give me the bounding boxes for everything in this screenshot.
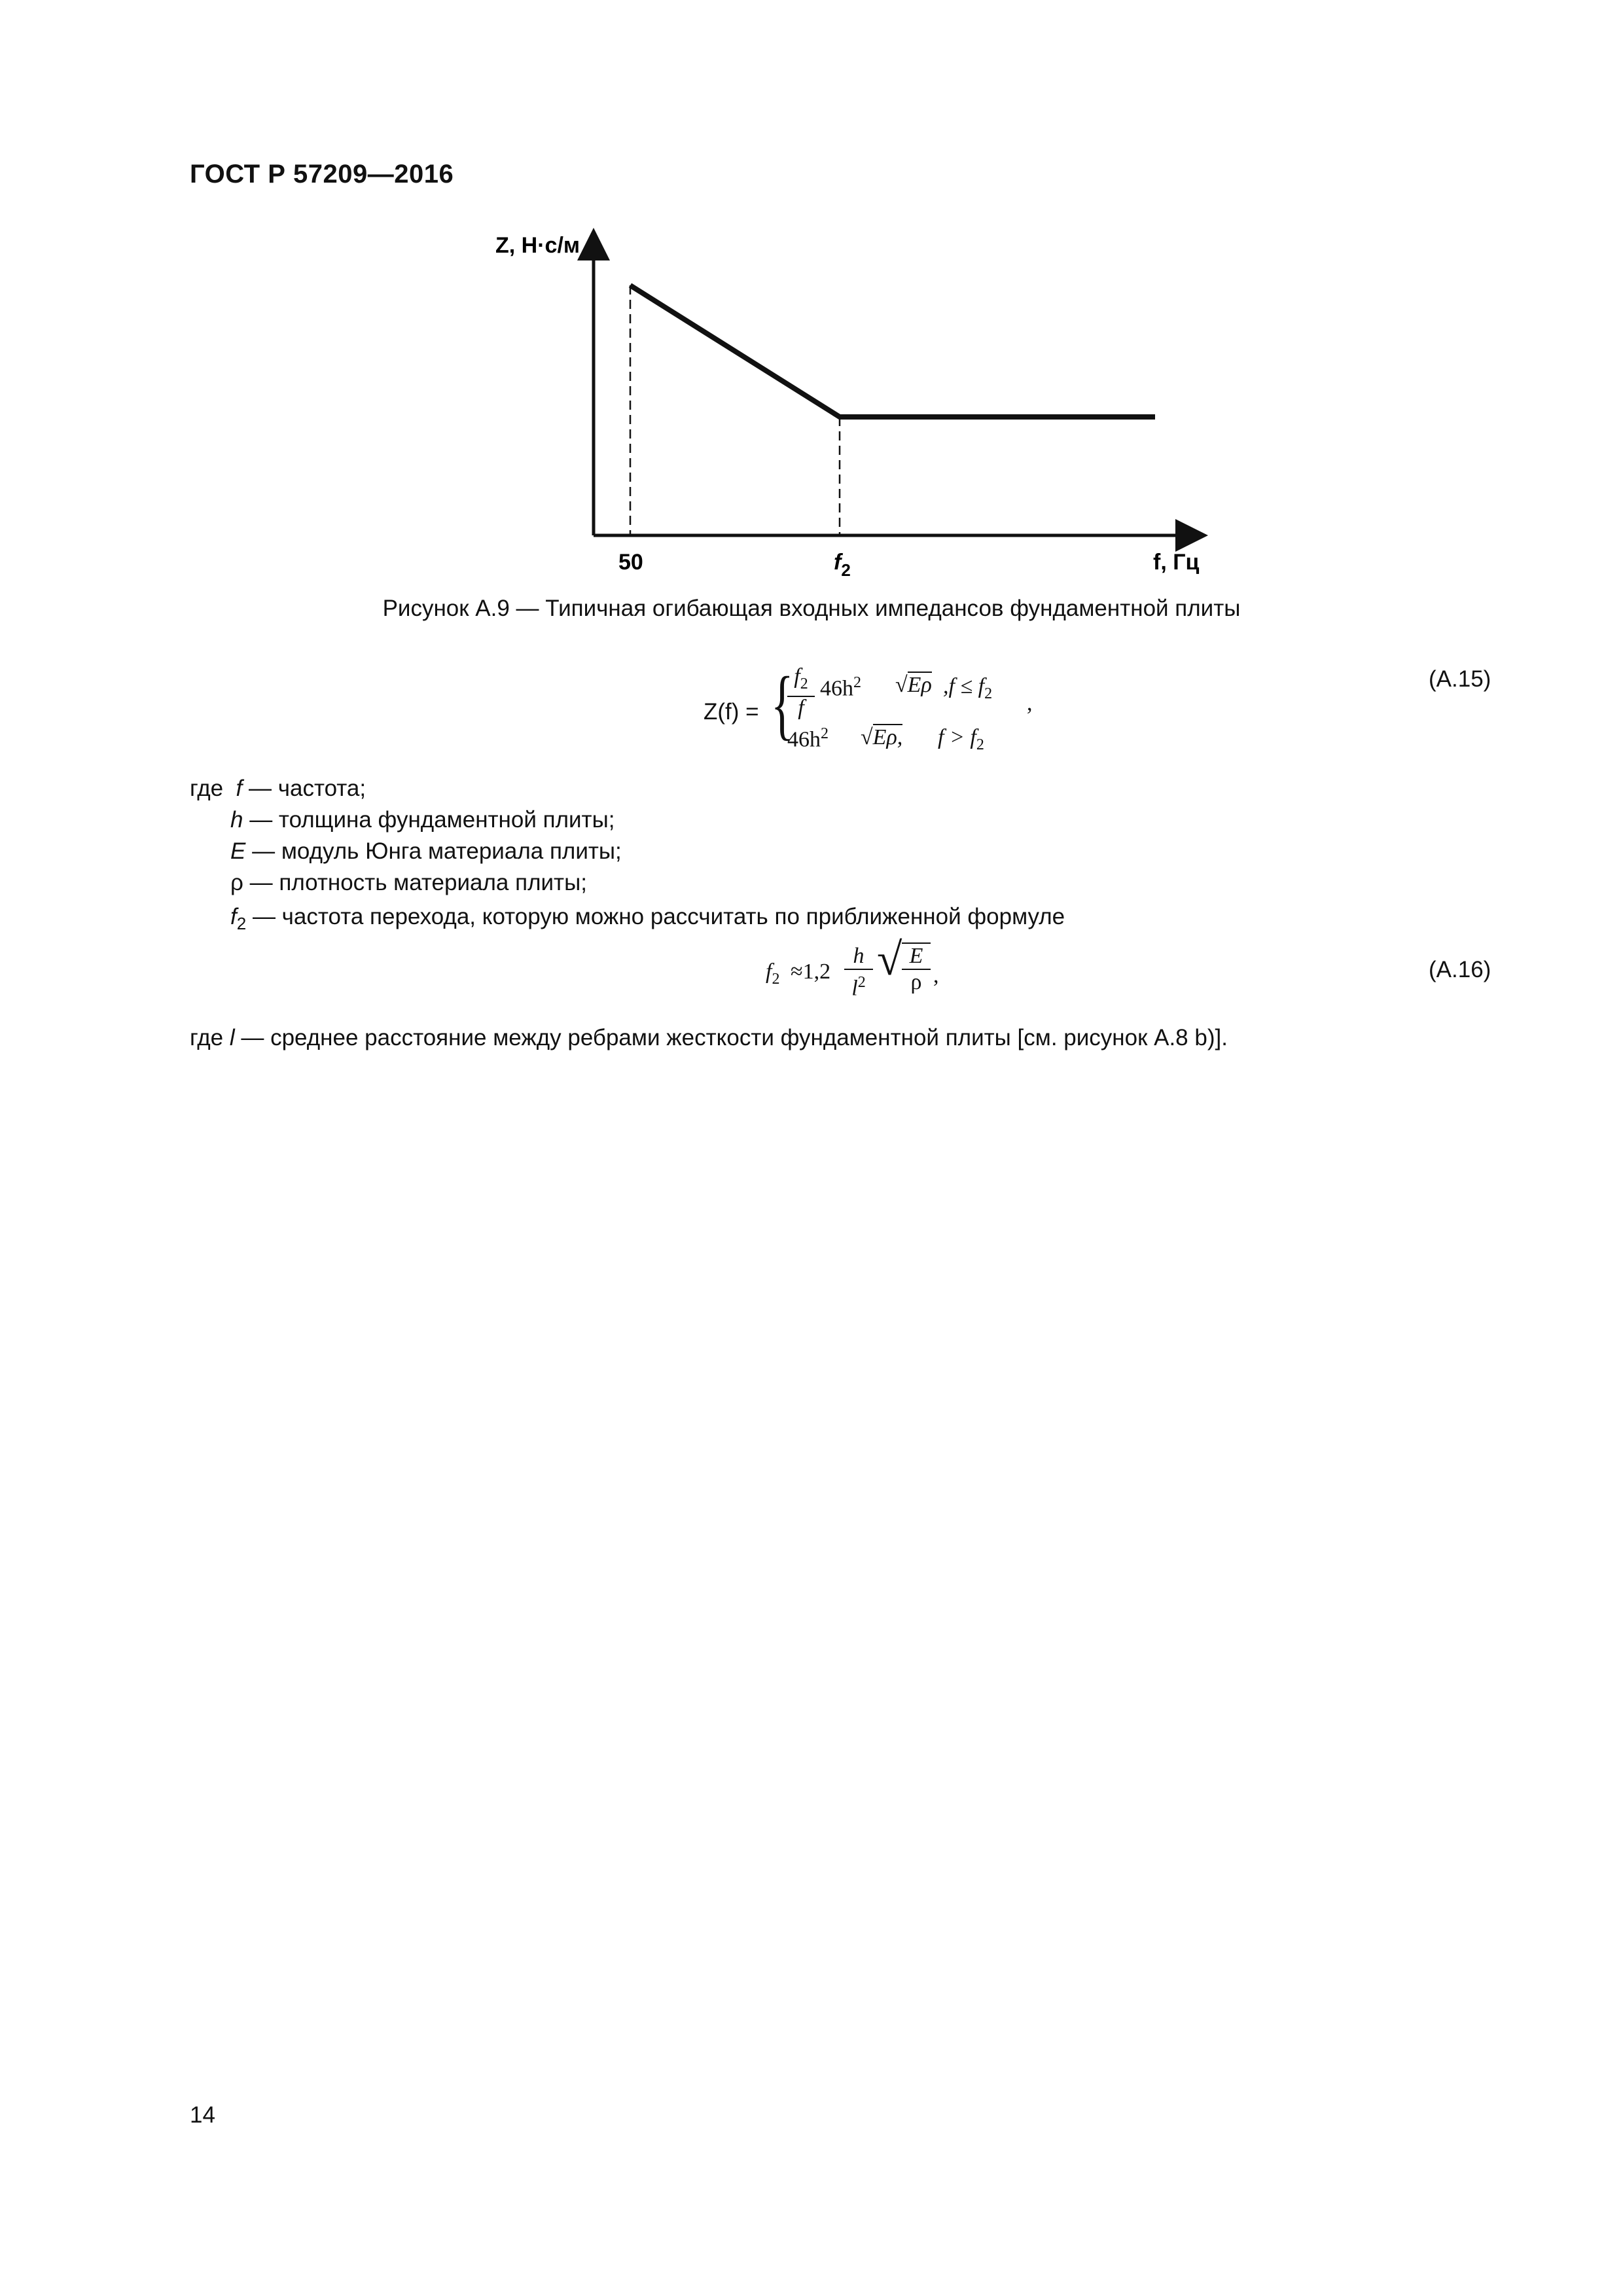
impedance-envelope-chart [0,0,1623,589]
eq15-comma: , [1027,691,1033,715]
definition-l: где l — среднее расстояние между ребрами жесткости фундаментной плиты [см. рисунок А.8 b)]. [190,1025,1228,1050]
equation-a16 [766,937,962,1009]
eq16-fraction: h $l^2$ [844,944,873,1001]
x-tick-f2: $f_2$ [834,550,851,580]
eq15-case1-cond: $,f \le f_2$ [943,674,993,702]
eq15-case2-expr: $46h^2$ [787,725,829,752]
eq15-case1-fraction: $f_2$ f [787,665,815,719]
eq15-case2 [787,725,1036,758]
equation-a15 [704,660,1044,763]
equation-a15-number: (А.15) [1429,666,1491,692]
eq16-sqrt-fraction: E ρ [902,942,931,995]
eq16-approx: ≈1,2 [791,960,831,984]
page-number: 14 [190,2102,215,2128]
x-axis-label: f, Гц [1153,550,1200,575]
definition-h: h — толщина фундаментной плиты; [230,807,615,833]
eq15-brace: { [771,660,794,747]
eq15-case1 [787,664,1036,720]
figure-caption: Рисунок А.9 — Типичная огибающая входных импедансов фундаментной плиты [382,596,1241,621]
eq15-case1-expr: $46h^2$ [820,674,861,701]
y-axis-label: Z, Н·с/м [495,233,580,258]
eq16-sqrt-sign: √ [877,935,902,985]
definition-f2: $f_2$ — частота перехода, которую можно рассчитать по приближенной формуле [230,904,1065,933]
eq15-case2-cond: $f > f_2$ [938,725,984,753]
equation-a16-number: (А.16) [1429,957,1491,982]
definition-e: E — модуль Юнга материала плиты; [230,838,622,864]
definition-f: где f — частота; [190,776,366,801]
x-tick-50: 50 [618,550,643,575]
impedance-curve [630,285,1155,417]
eq15-case2-sqrt: √Eρ, [861,725,903,749]
document-header: ГОСТ Р 57209—2016 [190,160,454,188]
definition-rho: ρ — плотность материала плиты; [230,870,587,895]
eq16-comma: , [933,963,939,988]
eq16-lhs: $f_2$ [766,960,780,988]
eq15-case1-sqrt: √Eρ [895,673,932,697]
eq15-lhs: Z(f) = [704,699,759,725]
